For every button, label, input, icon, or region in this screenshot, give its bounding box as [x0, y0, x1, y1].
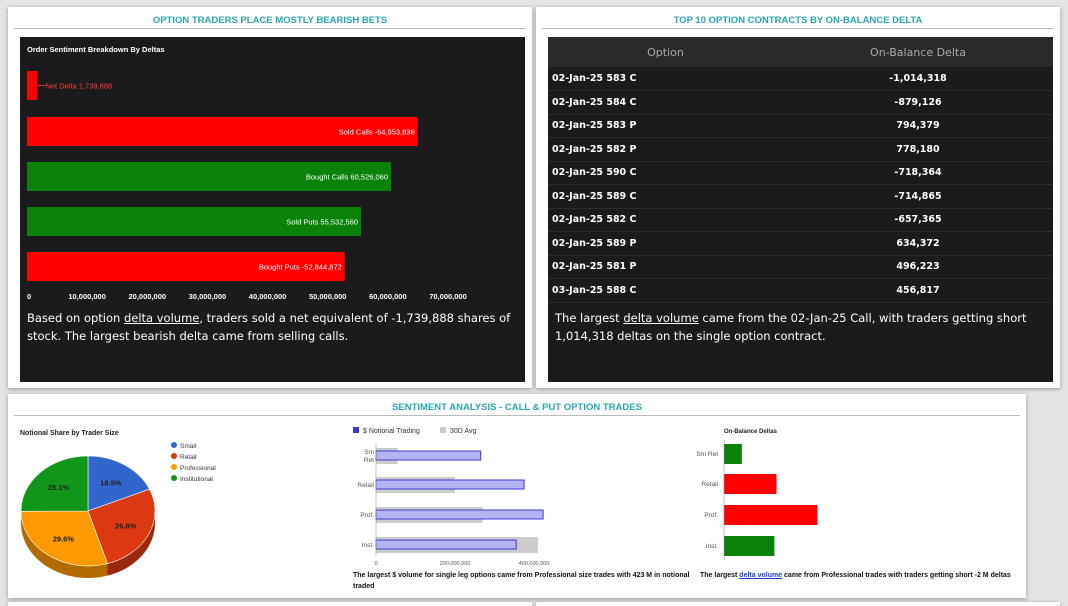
contracts-panel	[536, 7, 1060, 388]
obd-caption-before: The largest	[700, 572, 740, 579]
obd-bar	[724, 505, 817, 525]
sentiment-summary-after: , traders sold a net equivalent of -1,739,888 shares of stock. The largest bearish delta came from selling calls.	[27, 311, 511, 343]
contract-option-cell: 03-Jan-25 588 C	[548, 279, 783, 303]
contract-row[interactable]	[548, 255, 1053, 279]
obd-category-label: Inst.	[705, 543, 718, 550]
pie-title: Notional Share by Trader Size	[20, 430, 119, 437]
sentiment-panel	[8, 7, 532, 388]
option-column-header[interactable]: Option	[548, 37, 783, 67]
x-tick-label: 50,000,000	[308, 292, 347, 301]
contract-row[interactable]	[548, 114, 1053, 138]
x-tick-label: 30,000,000	[188, 292, 227, 301]
next-panel-left	[8, 602, 532, 606]
contract-row[interactable]	[548, 161, 1053, 185]
delta-volume-link[interactable]: delta volume	[123, 311, 200, 325]
contract-delta-cell: -1,014,318	[783, 67, 1053, 91]
contract-option-cell: 02-Jan-25 590 C	[548, 161, 783, 185]
notional-category-label: Sm	[364, 449, 374, 456]
delta-bar-label: Sold Puts 55,532,560	[286, 217, 358, 227]
contract-option-cell: 02-Jan-25 583 C	[548, 67, 783, 91]
notional-legend-label: 30D Avg	[450, 428, 477, 435]
notional-x-tick: 200,000,000	[439, 561, 471, 567]
contract-delta-cell: 778,180	[783, 138, 1053, 162]
contracts-panel-title: TOP 10 OPTION CONTRACTS BY ON-BALANCE DELTA	[542, 7, 1054, 29]
contract-delta-cell: 496,223	[783, 255, 1053, 279]
analysis-panel	[8, 394, 1026, 598]
sentiment-summary	[27, 309, 517, 345]
contract-option-cell: 02-Jan-25 589 C	[548, 185, 783, 209]
x-tick-label: 20,000,000	[128, 292, 167, 301]
sentiment-chart-area	[20, 37, 525, 382]
contract-row[interactable]	[548, 91, 1053, 115]
contract-delta-cell: -657,365	[783, 208, 1053, 232]
contracts-table	[548, 37, 1053, 303]
obd-bar	[724, 474, 777, 494]
notional-x-tick: 0	[374, 561, 378, 567]
delta-column-header[interactable]: On-Balance Delta	[783, 37, 1053, 67]
delta-volume-link[interactable]: delta volume	[739, 572, 783, 579]
pie-legend-label: Professional	[180, 465, 216, 472]
contracts-summary	[555, 309, 1050, 345]
contract-row[interactable]	[548, 279, 1053, 303]
x-tick-label: 70,000,000	[429, 292, 467, 301]
order-sentiment-chart	[20, 37, 525, 312]
pie-slice-label: 29.6%	[52, 534, 75, 544]
delta-bar-label: Net Delta 1,739,888	[45, 81, 113, 91]
delta-bar-label: Bought Calls 60,526,060	[305, 172, 389, 182]
delta-volume-link[interactable]: delta volume	[623, 311, 699, 325]
contract-option-cell: 02-Jan-25 582 C	[548, 208, 783, 232]
pie-slice-label: 25.1%	[47, 482, 70, 492]
contract-delta-cell: 456,817	[783, 279, 1053, 303]
contract-row[interactable]	[548, 208, 1053, 232]
sentiment-summary-before: Based on option	[27, 311, 124, 325]
x-tick-label: 10,000,000	[68, 292, 106, 301]
contract-delta-cell: -714,865	[783, 185, 1053, 209]
pie-legend-label: Retail	[180, 454, 197, 461]
on-balance-deltas-chart	[8, 394, 1026, 598]
notional-x-tick: 400,000,000	[518, 561, 550, 567]
contract-option-cell: 02-Jan-25 589 P	[548, 232, 783, 256]
notional-category-label: Ret	[363, 457, 374, 464]
chart-title: Order Sentiment Breakdown By Deltas	[27, 45, 165, 54]
contract-delta-cell: 634,372	[783, 232, 1053, 256]
pie-legend-label: Institutional	[180, 476, 213, 483]
notional-legend-label: $ Notional Trading	[363, 428, 420, 435]
pie-slice-label: 26.8%	[115, 521, 137, 531]
notional-category-label: Prof.	[360, 512, 374, 519]
contracts-summary-before: The largest	[555, 311, 624, 325]
pie-legend-label: Small	[180, 443, 197, 450]
delta-bar-label: Sold Calls -64,953,836	[338, 127, 415, 137]
analysis-panel-title: SENTIMENT ANALYSIS - CALL & PUT OPTION TRADES	[14, 394, 1020, 416]
contract-delta-cell: 794,379	[783, 114, 1053, 138]
notional-category-label: Inst.	[361, 542, 374, 549]
delta-bar	[27, 71, 37, 100]
obd-category-label: Sm Ret	[696, 451, 718, 458]
contract-row[interactable]	[548, 138, 1053, 162]
obd-category-label: Prof.	[704, 512, 718, 519]
obd-bar	[724, 444, 742, 464]
contract-delta-cell: -718,364	[783, 161, 1053, 185]
contract-option-cell: 02-Jan-25 583 P	[548, 114, 783, 138]
x-tick-label: 40,000,000	[248, 292, 287, 301]
obd-bar	[724, 536, 774, 556]
contracts-table-body	[548, 67, 1053, 302]
next-panel-right	[536, 602, 1060, 606]
contract-option-cell: 02-Jan-25 582 P	[548, 138, 783, 162]
contract-option-cell: 02-Jan-25 584 C	[548, 91, 783, 115]
contract-row[interactable]	[548, 232, 1053, 256]
contracts-table-area	[548, 37, 1053, 382]
obd-category-label: Retail	[701, 481, 718, 488]
obd-caption	[700, 570, 1030, 581]
x-tick-label: 60,000,000	[369, 292, 407, 301]
notional-caption: The largest $ volume for single leg options came from Professional size trades with 423 M in notional traded	[353, 572, 690, 590]
contracts-summary-after: came from the 02-Jan-25 Call, with traders getting short 1,014,318 deltas on the single option contract.	[555, 311, 1027, 343]
obd-caption-after: came from Professional trades with traders getting short -2 M deltas	[782, 572, 1011, 579]
pie-slice-label: 18.5%	[100, 478, 122, 488]
contract-row[interactable]	[548, 67, 1053, 91]
contract-option-cell: 02-Jan-25 581 P	[548, 255, 783, 279]
x-tick-label: 0	[27, 292, 32, 301]
contracts-table-header	[548, 37, 1053, 67]
obd-title: On-Balance Deltas	[724, 429, 778, 435]
notional-category-label: Retail	[357, 482, 374, 489]
contract-delta-cell: -879,126	[783, 91, 1053, 115]
sentiment-panel-title: OPTION TRADERS PLACE MOSTLY BEARISH BETS	[14, 7, 526, 29]
delta-bar-label: Bought Puts -52,844,872	[258, 262, 342, 272]
contract-row[interactable]	[548, 185, 1053, 209]
